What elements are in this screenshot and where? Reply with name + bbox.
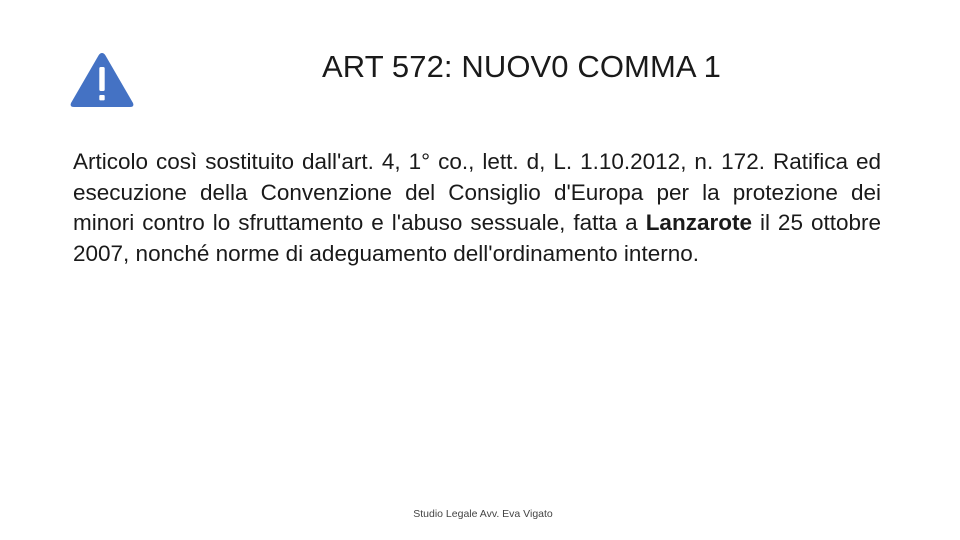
body-text-bold: Lanzarote — [645, 210, 752, 235]
slide-title: ART 572: NUOV0 COMMA 1 — [322, 49, 722, 84]
footer-text: Studio Legale Avv. Eva Vigato — [413, 508, 553, 520]
body-text-part2: il 25 ottobre 2007, nonché norme di adeguamento dell'ordinamento interno. — [73, 210, 881, 266]
warning-icon — [68, 50, 136, 110]
body-text — [73, 147, 881, 269]
body-text-part1: Articolo così sostituito dall'art. 4, 1° co., lett. d, L. 1.10.2012, n. 172. Ratifica ed esecuzione della Convenzione del Consiglio d'Europa per la protezione dei minori contro lo sfruttamento e l'abuso sessuale, fatta a — [73, 149, 881, 235]
footer — [0, 508, 960, 520]
